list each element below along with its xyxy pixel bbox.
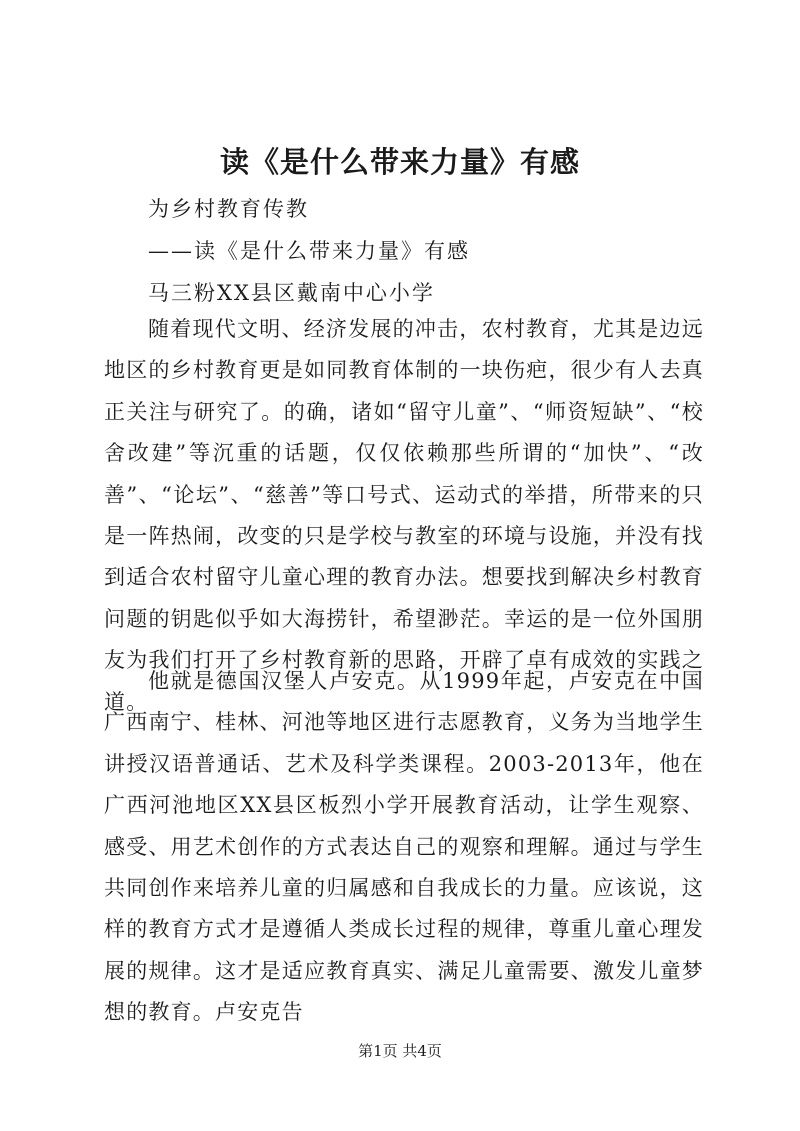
paragraph: 随着现代文明、经济发展的冲击，农村教育，尤其是边远地区的乡村教育更是如同教育体制的一块伤疤，很少有人去真正关注与研究了。的确，诸如“留守儿童”、“师资短缺”、“校舍改建”等沉重的话题，仅仅依赖那些所谓的“加快”、“改善”、“论坛”、“慈善”等口号式、运动式的举措，所带来的只是一阵热闹，改变的只是学校与教室的环境与设施，并没有找到适合农村留守儿童心理的教育办法。想要找到解决乡村教育问题的钥匙似乎如大海捞针，希望渺茫。幸运的是一位外国朋友为我们打开了乡村教育新的思路，开辟了卓有成效的实践之道。	[104, 317, 704, 714]
document-subtitle-secondary: ——读《是什么带来力量》有感	[148, 239, 470, 263]
document-subtitle: 为乡村教育传教	[148, 197, 309, 221]
page-footer: 第1页 共4页	[358, 1042, 442, 1060]
document-title: 读《是什么带来力量》有感	[219, 145, 580, 179]
author-line: 马三粉XX县区戴南中心小学	[148, 281, 435, 305]
paragraph: 他就是德国汉堡人卢安克。从1999年起，卢安克在中国广西南宁、桂林、河池等地区进行志愿教育，义务为当地学生讲授汉语普通话、艺术及科学类课程。2003-2013年，他在广西河池地区XX县区板烈小学开展教育活动，让学生观察、感受、用艺术创作的方式表达自己的观察和理解。通过与学生共同创作来培养儿童的归属感和自我成长的力量。应该说，这样的教育方式才是遵循人类成长过程的规律，尊重儿童心理发展的规律。这才是适应教育真实、满足儿童需要、激发儿童梦想的教育。卢安克告	[104, 669, 704, 1025]
